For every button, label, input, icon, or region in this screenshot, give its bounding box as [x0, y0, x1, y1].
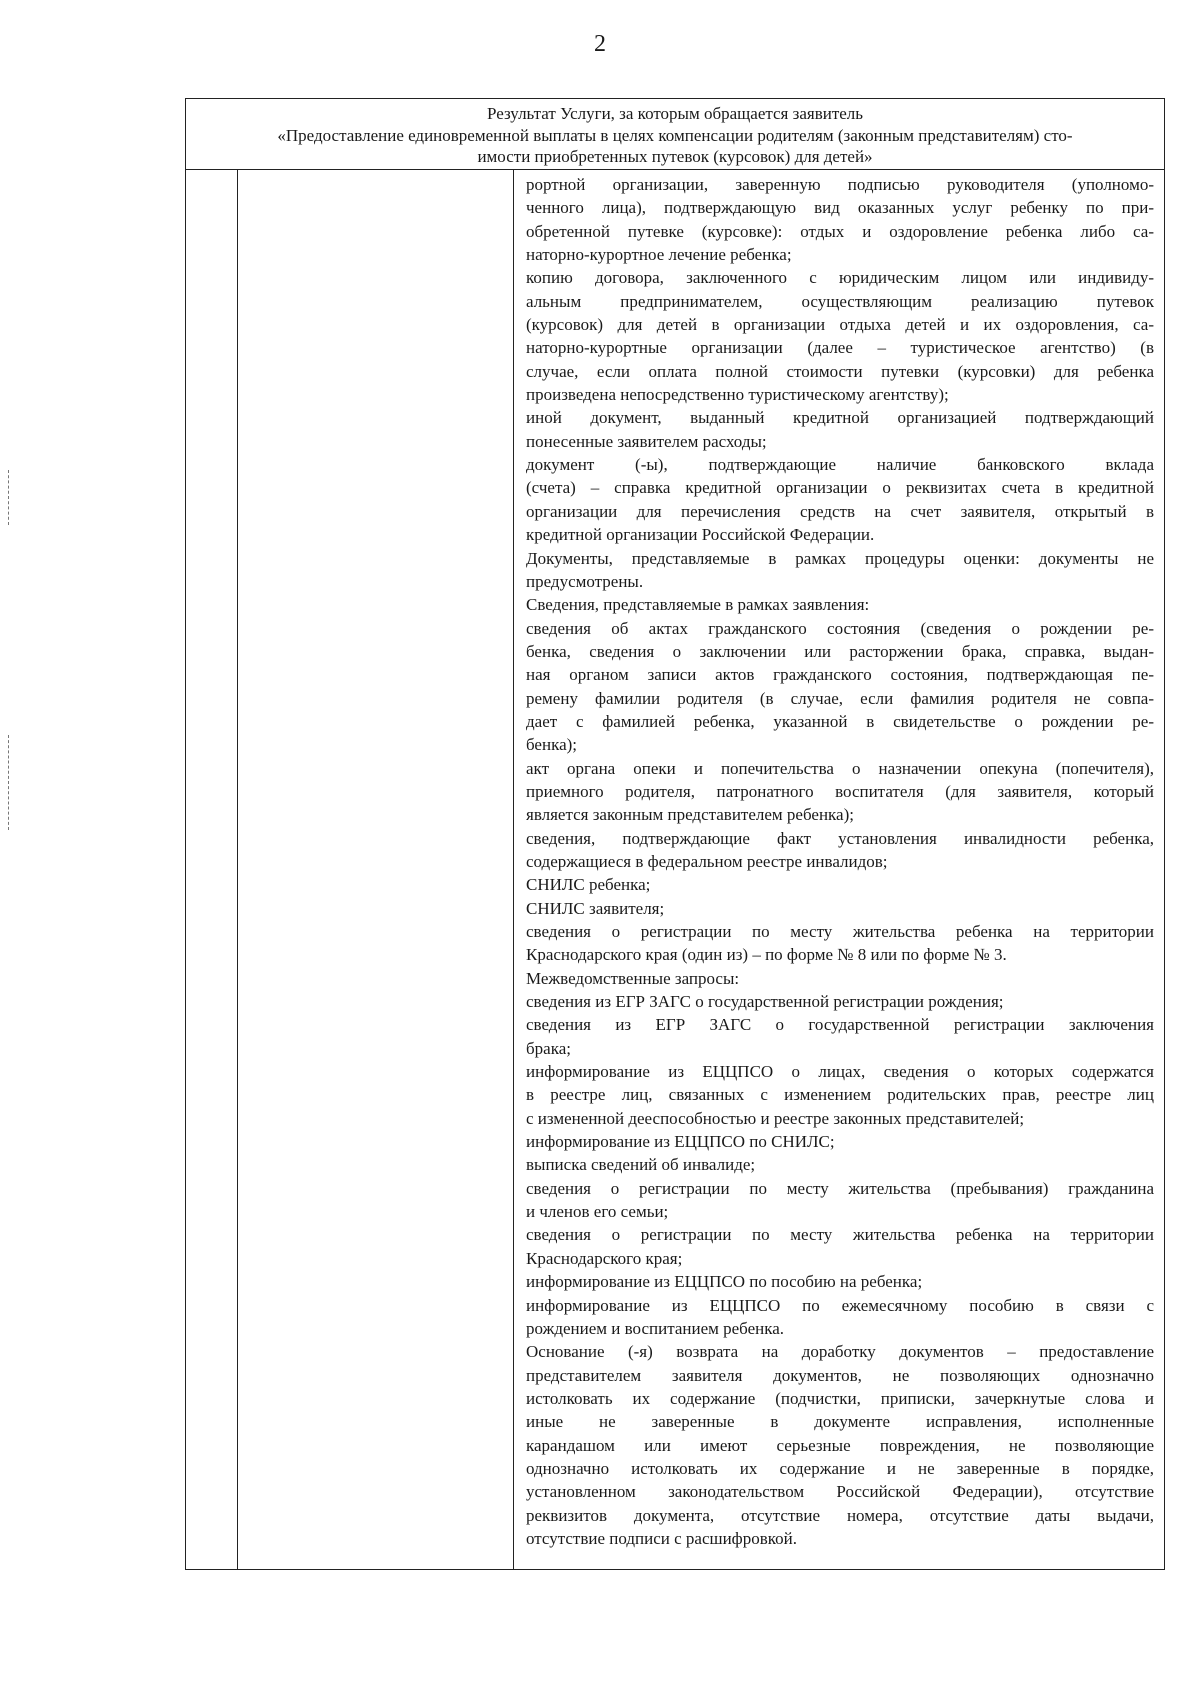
requirements-text-cell [526, 173, 1154, 1550]
text-line: сведения о регистрации по месту жительства ребенка на территории [526, 1225, 1154, 1245]
text-line: Межведомственные запросы: [526, 968, 740, 988]
text-line: информирование из ЕЦЦПСО по СНИЛС; [526, 1132, 835, 1152]
text-line: СНИЛС заявителя; [526, 898, 665, 918]
text-line: установленном законодательством Российской Федерации), отсутствие [526, 1482, 1154, 1502]
text-line: реквизитов документа, отсутствие номера, отсутствие даты выдачи, [526, 1505, 1154, 1525]
text-line: обретенной путевке (курсовке): отдых и оздоровление ребенка либо са- [526, 221, 1154, 241]
table-header [186, 99, 1164, 170]
page-number: 2 [594, 31, 606, 57]
text-line: ченного лица), подтверждающую вид оказанных услуг ребенку по при- [526, 198, 1154, 218]
text-line: иные не заверенные в документе исправления, исполненные [526, 1412, 1154, 1432]
text-line: однозначно истолковать их содержание и не заверенные в порядке, [526, 1458, 1154, 1478]
text-line: информирование из ЕЦЦПСО по ежемесячному пособию в связи с [526, 1295, 1154, 1315]
text-line: иной документ, выданный кредитной организацией подтверждающий [526, 408, 1154, 428]
text-line: приемного родителя, патронатного воспитателя (для заявителя, который [526, 781, 1154, 801]
text-line: организации для перечисления средств на счет заявителя, открытый в [526, 501, 1154, 521]
text-line: Краснодарского края (один из) – по форме № 8 или по форме № 3. [526, 945, 1007, 965]
text-line: случае, если оплата полной стоимости путевки (курсовки) для ребенка [526, 361, 1154, 381]
text-line: произведена непосредственно туристическому агентству); [526, 385, 949, 405]
text-line: бенка); [526, 735, 577, 755]
document-table [185, 98, 1165, 1570]
text-line: с измененной дееспособностью и реестре законных представителей; [526, 1108, 1025, 1128]
text-line: Основание (-я) возврата на доработку документов – предоставление [526, 1342, 1154, 1362]
text-line: представителем заявителя документов, не позволяющих однозначно [526, 1365, 1154, 1385]
text-line: Краснодарского края; [526, 1248, 683, 1268]
text-line: сведения из ЕГР ЗАГС о государственной регистрации рождения; [526, 992, 1004, 1012]
text-line: является законным представителем ребенка); [526, 805, 854, 825]
text-line: рождением и воспитанием ребенка. [526, 1318, 785, 1338]
text-line: информирование из ЕЦЦПСО по пособию на ребенка; [526, 1272, 923, 1292]
text-line: наторно-курортные организации (далее – туристическое агентство) (в [526, 338, 1154, 358]
scan-margin-mark [8, 735, 9, 830]
text-line: Сведения, представляемые в рамках заявления: [526, 595, 870, 615]
text-line: рортной организации, заверенную подписью руководителя (уполномо- [526, 175, 1154, 194]
text-line: сведения об актах гражданского состояния (сведения о рождении ре- [526, 618, 1154, 638]
header-title: Результат Услуги, за которым обращается заявитель [486, 104, 864, 123]
text-line: отсутствие подписи с расшифровкой. [526, 1528, 797, 1548]
text-line: ная органом записи актов гражданского состояния, подтверждающая пе- [526, 665, 1154, 685]
column-divider-2 [513, 170, 514, 1569]
text-line: бенка, сведения о заключении или расторжении брака, справка, выдан- [526, 641, 1154, 661]
text-line: кредитной организации Российской Федерации. [526, 525, 875, 545]
text-line: истолковать их содержание (подчистки, приписки, зачеркнутые слова и [526, 1388, 1154, 1408]
text-line: брака; [526, 1038, 571, 1058]
text-line: сведения из ЕГР ЗАГС о государственной регистрации заключения [526, 1015, 1154, 1035]
text-line: наторно-курортное лечение ребенка; [526, 245, 792, 265]
text-line: выписка сведений об инвалиде; [526, 1155, 756, 1175]
text-line: ремену фамилии родителя (в случае, если фамилия родителя не совпа- [526, 688, 1154, 708]
text-line: сведения о регистрации по месту жительства (пребывания) гражданина [526, 1178, 1154, 1198]
text-line: (счета) – справка кредитной организации о реквизитах счета в кредитной [526, 478, 1154, 498]
text-line: содержащиеся в федеральном реестре инвалидов; [526, 851, 888, 871]
text-line: в реестре лиц, связанных с изменением родительских прав, реестре лиц [526, 1085, 1154, 1105]
text-line: альным предпринимателем, осуществляющим реализацию путевок [526, 291, 1154, 311]
text-line: карандашом или имеют серьезные повреждения, не позволяющие [526, 1435, 1154, 1455]
text-line: дает с фамилией ребенка, указанной в свидетельстве о рождении ре- [526, 711, 1154, 731]
text-line: предусмотрены. [526, 571, 644, 591]
text-line: информирование из ЕЦЦПСО о лицах, сведения о которых содержатся [526, 1062, 1154, 1082]
text-line: сведения о регистрации по месту жительства ребенка на территории [526, 922, 1154, 941]
text-line: (курсовок) для детей в организации отдыха детей и их оздоровления, са- [526, 315, 1154, 335]
text-line: понесенные заявителем расходы; [526, 431, 767, 451]
text-line: копию договора, заключенного с юридическим лицом или индивиду- [526, 268, 1154, 288]
header-service-name-line2: имости приобретенных путевок (курсовок) для детей» [477, 147, 873, 166]
text-line: акт органа опеки и попечительства о назначении опекуна (попечителя), [526, 758, 1154, 778]
text-line: документ (-ы), подтверждающие наличие банковского вклада [526, 455, 1154, 475]
header-service-name-line1: «Предоставление единовременной выплаты в целях компенсации родителям (законным представителям) сто- [277, 125, 1073, 145]
text-line: и членов его семьи; [526, 1202, 669, 1222]
text-line: Документы, представляемые в рамках процедуры оценки: документы не [526, 548, 1154, 568]
scan-margin-mark [8, 470, 9, 525]
column-divider-1 [237, 170, 238, 1569]
text-line: СНИЛС ребенка; [526, 875, 651, 895]
text-line: сведения, подтверждающие факт установления инвалидности ребенка, [526, 828, 1154, 848]
